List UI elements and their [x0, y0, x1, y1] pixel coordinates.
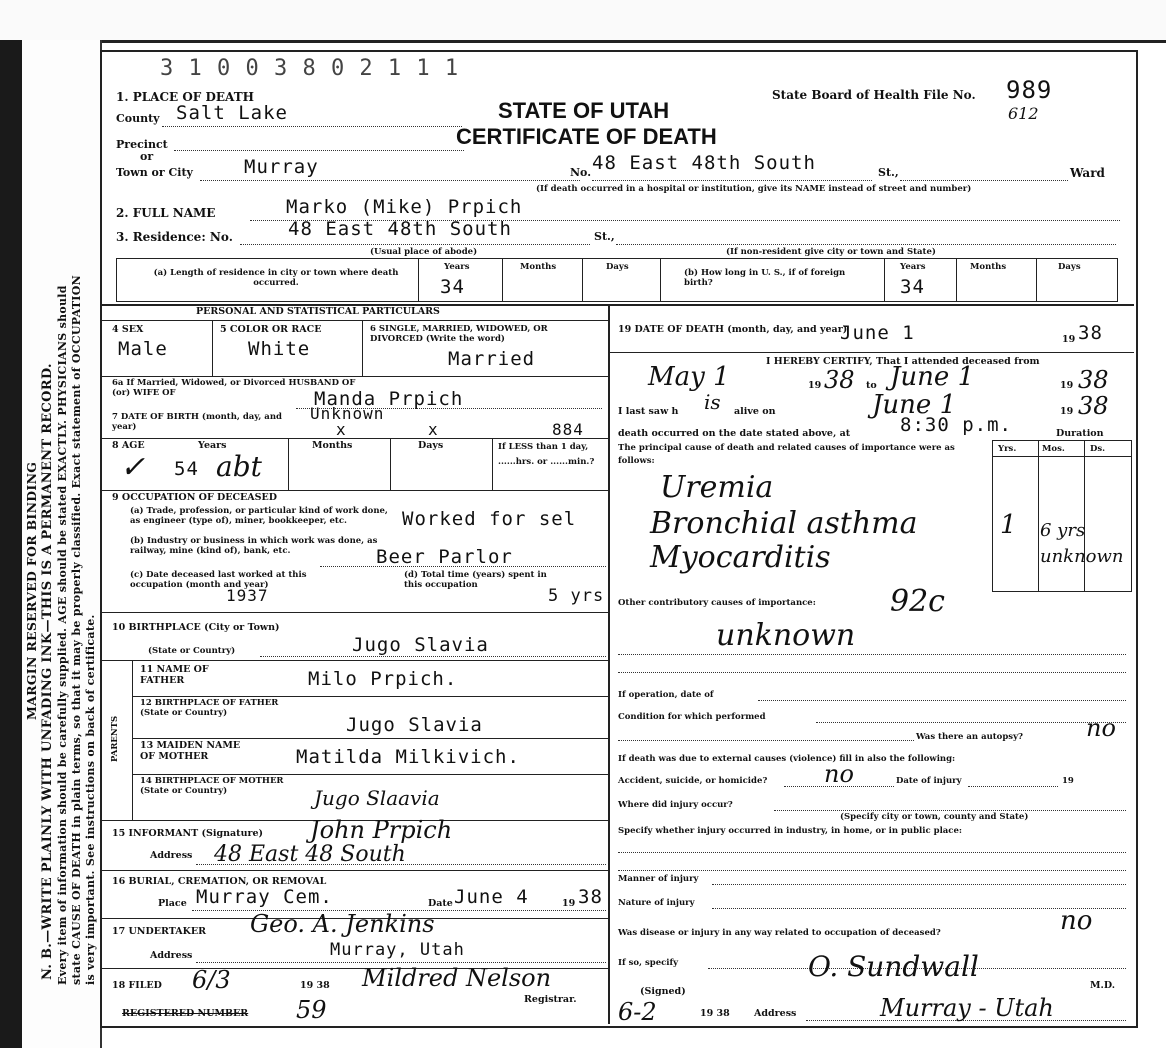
- burial-date-label: Date: [428, 898, 453, 909]
- undertaker-signature: Geo. A. Jenkins: [250, 910, 435, 938]
- duration-1: 1: [1000, 510, 1017, 540]
- county-value: Salt Lake: [176, 102, 288, 124]
- md-label: M.D.: [1090, 980, 1116, 991]
- age-years-head: Years: [198, 440, 227, 451]
- marital-value: Married: [448, 348, 536, 370]
- father-label: 11 NAME OF FATHER: [140, 664, 209, 686]
- occupation-c-value: 1937: [226, 586, 269, 605]
- residence-st-label: St.,: [594, 230, 615, 243]
- full-name-label: 2. FULL NAME: [116, 206, 216, 220]
- occ-related-label: Was disease or injury in any way related to occupation of deceased?: [618, 928, 941, 938]
- nonres-note: (If non-resident give city or town and State): [726, 247, 936, 257]
- county-label: County: [116, 112, 160, 125]
- signed-year: 19 38: [700, 1008, 730, 1019]
- signed-address-label: Address: [754, 1008, 797, 1019]
- burial-label: 16 BURIAL, CREMATION, OR REMOVAL: [112, 876, 327, 887]
- certify-text: I HEREBY CERTIFY, That I attended deceased from: [766, 356, 1040, 367]
- full-name-value: Marko (Mike) Prpich: [286, 196, 523, 218]
- father-bp-value: Jugo Slavia: [346, 714, 483, 736]
- death-year-value: 38: [1078, 322, 1103, 344]
- burial-place-label: Place: [158, 898, 187, 909]
- father-bp-label: 12 BIRTHPLACE OF FATHER (State or Country): [140, 698, 279, 718]
- birthplace-label: 10 BIRTHPLACE (City or Town): [112, 622, 280, 633]
- street-value: 48 East 48th South: [592, 152, 816, 174]
- dob-month: x: [336, 420, 347, 439]
- death-date-label: 19 DATE OF DEATH (month, day, and year): [618, 324, 848, 335]
- hospital-note: (If death occurred in a hospital or institution, give its NAME instead of street and number): [536, 184, 972, 194]
- occupation-b-value: Beer Parlor: [376, 546, 513, 568]
- undertaker-label: 17 UNDERTAKER: [112, 926, 207, 937]
- occupation-c-label: (c) Date deceased last worked at this occupation (month and year): [130, 570, 307, 590]
- age-note: abt: [216, 450, 262, 483]
- attended-to-label: to: [866, 380, 877, 391]
- where-label: Where did injury occur?: [618, 800, 733, 810]
- us-years-value: 34: [900, 276, 925, 298]
- scan-top-edge: [0, 0, 1166, 43]
- dob-label: 7 DATE OF BIRTH (month, day, and year): [112, 412, 282, 432]
- margin-binding-text: MARGIN RESERVED FOR BINDING: [24, 461, 39, 720]
- contrib-value: 92c: [890, 584, 945, 619]
- contrib-label: Other contributory causes of importance:: [618, 598, 816, 608]
- injury-date-label: Date of injury: [896, 776, 962, 786]
- state-title: STATE OF UTAH: [498, 98, 670, 123]
- sex-label: 4 SEX: [112, 324, 144, 335]
- death-certificate: 3 1 0 0 3 8 0 2 1 1 1 STATE OF UTAH CERTIFICATE OF DEATH State Board of Health File No. 989 612 1. PLACE OF DEATH County Salt Lake Precinct or Town or City Murray No. 48 East 48th South St., Ward (If death occurred in a hospital or institution, give its NAME instead of street and number) 2. FULL NAME Marko (Mike) Prpich 3. Residence: No. 48 East 48th South St., (Usual place of abode) (If non-resident give city or town and State) (a) Length of residence in city or town where death occurred. Years Months Days 34 (b) How long in U. S., if of foreign birth? Years Months Days 34 PERSONAL AND STATISTICAL PARTICULARS 4 SEX Male 5 COLOR OR RACE White 6 SINGLE, MARRIED, WIDOWED, OR DIVORCED (Write the word) Married 6a If Married, Widowed, or Divorced HUSBAND OF (or) WIFE OF Manda Prpich 7 DATE OF BIRTH (month, day, and year) Unknown x x 884 8 AGE Years Months Days ✓ 54 abt If LESS than 1 day, ......hrs. or ......min.? 9 OCCUPATION OF DECEASED (a) Trade, profession, or particular kind of work done, as engineer (type of), miner, bookkeeper, etc. Worked for sel (b) Industry or business in which work was done, as railway, mine (kind of), bank, etc. Beer Parlor (c) Date deceased last worked at this occupation (month and year) 1937 (d) Total time (years) spent in this occupation 5 yrs 10 BIRTHPLACE (City or Town) (State or Country) Jugo Slavia PARENTS 11 NAME OF FATHER Milo Prpich. 12 BIRTHPLACE OF FATHER (State or Country) Jugo Slavia 13 MAIDEN NAME OF MOTHER Matilda Milkivich. 14 BIRTHPLACE OF MOTHER (State or Country) Jugo Slaavia 15 INFORMANT (Signature) John Prpich Address 48 East 48 South 16 BURIAL, CREMATION, OR REMOVAL Place Murray Cem. Date June 4 19 38 17 UNDERTAKER Geo. A. Jenkins Address Murray, Utah 18 FILED 6/3 19 38 Mildred Nelson Registrar. REGISTERED NUMBER 59 19 DATE OF DEATH (month, day, and year) June 1 19 38 I HEREBY CERTIFY, That I attended deceased from May 1 19 38 to June 1 19 38 I last saw h is alive on June 1 19 38 death occurred on the date stated above, at 8:30 p.m. Duration The principal cause of death and related causes of importance were as follows: Yrs. Mos. Ds. Uremia Bronchial asthma 1 6 yrs Myocarditis unknown Other contributory causes of importance: 92c unknown If operation, date of Condition for which performed Was there an autopsy? no If death was due to external causes (violence) fill in also the following: Accident, suicide, or homicide? no Date of injury 19 Where did injury occur? (Specify city or town, county and State) Specify whether injury occurred in industry, in home, or in public place: Manner of injury Nature of injury Was disease or injury in any way related to occupation of deceased? no If so, specify O. Sundwall (Signed) M.D. 6-2 19 38 Address Murray - Utah: [100, 50, 1140, 1028]
- age-months-head: Months: [312, 440, 353, 451]
- attended-from: May 1: [648, 362, 730, 392]
- dur-mos-head: Mos.: [1042, 444, 1065, 454]
- registered-number-label: REGISTERED NUMBER: [122, 1008, 249, 1019]
- dob-day: x: [428, 420, 439, 439]
- birthplace-state-label: (State or Country): [148, 646, 236, 656]
- informant-address-label: Address: [150, 850, 193, 861]
- age-days-head: Days: [418, 440, 444, 451]
- signed-date: 6-2: [618, 998, 657, 1026]
- file-number-label: State Board of Health File No.: [772, 88, 976, 102]
- death-year-prefix: 19: [1062, 334, 1076, 345]
- us-years-head: Years: [900, 262, 926, 272]
- us-months-head: Months: [970, 262, 1007, 272]
- death-date-value: June 1: [840, 322, 915, 344]
- burial-year-prefix: 19: [562, 898, 576, 909]
- operation-label: If operation, date of: [618, 690, 714, 700]
- registrar-signature: Mildred Nelson: [362, 964, 552, 992]
- residence-label: 3. Residence: No.: [116, 230, 233, 244]
- father-value: Milo Prpich.: [308, 668, 458, 690]
- personal-heading: PERSONAL AND STATISTICAL PARTICULARS: [196, 306, 440, 317]
- street-st-label: St.,: [878, 166, 899, 179]
- cause-1: Uremia: [660, 470, 774, 505]
- time-value: 8:30 p.m.: [900, 414, 1012, 436]
- signed-label: (Signed): [640, 986, 686, 997]
- or-label: or: [140, 150, 154, 163]
- file-number: 989: [1006, 76, 1053, 104]
- scan-left-edge: [0, 40, 22, 1048]
- contrib-value-2: unknown: [716, 618, 856, 653]
- len-years-head: Years: [444, 262, 470, 272]
- cause-3: Myocarditis: [650, 540, 831, 575]
- duration-3: unknown: [1040, 546, 1124, 567]
- serial-number: 3 1 0 0 3 8 0 2 1 1 1: [160, 56, 460, 81]
- mother-bp-label: 14 BIRTHPLACE OF MOTHER (State or Country): [140, 776, 284, 796]
- margin-line-4: is very important. See instructions on back of certificate.: [84, 614, 97, 985]
- occupation-a-value: Worked for sel: [402, 508, 577, 530]
- mother-bp-value: Jugo Slaavia: [314, 786, 440, 810]
- color-value: White: [248, 338, 311, 360]
- mother-value: Matilda Milkivich.: [296, 746, 520, 768]
- informant-label: 15 INFORMANT (Signature): [112, 828, 264, 839]
- condition-label: Condition for which performed: [618, 712, 766, 722]
- birthplace-value: Jugo Slavia: [352, 634, 489, 656]
- undertaker-address: Murray, Utah: [330, 940, 465, 960]
- signed-address: Murray - Utah: [880, 994, 1054, 1022]
- registrar-label: Registrar.: [524, 994, 577, 1005]
- accident-value: no: [824, 760, 854, 788]
- undertaker-address-label: Address: [150, 950, 193, 961]
- attended-to-year: 38: [1078, 366, 1109, 394]
- attended-to: June 1: [890, 362, 975, 392]
- external-label: If death was due to external causes (violence) fill in also the following:: [618, 754, 956, 764]
- binding-margin: [22, 40, 102, 1048]
- occupation-b-label: (b) Industry or business in which work was done, as railway, mine (kind of), bank, etc.: [130, 536, 378, 556]
- registered-number-value: 59: [296, 996, 327, 1024]
- dur-ds-head: Ds.: [1090, 444, 1106, 454]
- occupation-d-label: (d) Total time (years) spent in this occupation: [404, 570, 547, 590]
- color-label: 5 COLOR OR RACE: [220, 324, 322, 335]
- cause-2: Bronchial asthma: [650, 506, 918, 541]
- town-label: Town or City: [116, 166, 193, 179]
- dob-year: 884: [552, 420, 584, 439]
- autopsy-label: Was there an autopsy?: [916, 732, 1023, 742]
- occupation-d-value: 5 yrs: [548, 586, 605, 606]
- marital-label: 6 SINGLE, MARRIED, WIDOWED, OR DIVORCED (Write the word): [370, 324, 548, 344]
- injury-year: 19: [1062, 776, 1074, 786]
- precinct-label: Precinct: [116, 138, 168, 151]
- age-less-label: If LESS than 1 day, ......hrs. or ......min.?: [498, 442, 595, 467]
- dob-unknown: Unknown: [310, 404, 385, 423]
- length-years-value: 34: [440, 276, 465, 298]
- parents-side-label: PARENTS: [110, 715, 120, 762]
- duration-label: Duration: [1056, 428, 1104, 439]
- age-label: 8 AGE: [112, 440, 145, 451]
- file-number-alt: 612: [1008, 104, 1039, 123]
- margin-line-1: N. B.—WRITE PLAINLY WITH UNFADING INK—THIS IS A PERMANENT RECORD.: [40, 363, 55, 980]
- informant-address: 48 East 48 South: [214, 842, 406, 867]
- burial-year-value: 38: [578, 886, 603, 908]
- age-check-mark: ✓: [120, 450, 146, 485]
- physician-signature: O. Sundwall: [808, 950, 979, 983]
- spouse-label: 6a If Married, Widowed, or Divorced HUSBAND OF (or) WIFE OF: [112, 378, 356, 398]
- occ-related-value: no: [1060, 906, 1093, 936]
- filed-year: 19 38: [300, 980, 330, 991]
- us-days-head: Days: [1058, 262, 1081, 272]
- accident-label: Accident, suicide, or homicide?: [618, 776, 768, 786]
- where-note: (Specify city or town, county and State): [840, 812, 1029, 822]
- informant-signature: John Prpich: [310, 816, 453, 844]
- burial-place-value: Murray Cem.: [196, 886, 333, 908]
- autopsy-value: no: [1086, 714, 1116, 742]
- margin-line-3: state CAUSE OF DEATH in plain terms, so that it may be properly classified. Exact statement of OCCUPATION: [70, 275, 83, 985]
- duration-2: 6 yrs: [1040, 520, 1086, 541]
- ward-label: Ward: [1070, 166, 1105, 180]
- occupation-a-label: (a) Trade, profession, or particular kind of work done, as engineer (type of), miner, bookkeeper, etc.: [130, 506, 388, 526]
- margin-line-2: Every item of information should be carefully supplied. AGE should be stated EXACTLY. PHYSICIANS should: [56, 285, 69, 985]
- street-no-label: No.: [570, 166, 592, 179]
- filed-label: 18 FILED: [112, 980, 162, 991]
- specify-label: Specify whether injury occurred in industry, in home, or in public place:: [618, 826, 963, 836]
- sex-value: Male: [118, 338, 168, 360]
- len-months-head: Months: [520, 262, 557, 272]
- last-saw-mid: alive on: [734, 406, 776, 417]
- abode-note: (Usual place of abode): [370, 247, 478, 257]
- length-residence-label: (a) Length of residence in city or town where death occurred.: [153, 268, 399, 288]
- town-value: Murray: [244, 156, 319, 178]
- attended-from-year: 38: [824, 366, 855, 394]
- manner-label: Manner of injury: [618, 874, 699, 884]
- last-saw-label: I last saw h: [618, 406, 679, 417]
- mother-label: 13 MAIDEN NAME OF MOTHER: [140, 740, 241, 762]
- residence-value: 48 East 48th South: [288, 218, 512, 240]
- occupation-label: 9 OCCUPATION OF DECEASED: [112, 492, 278, 503]
- filed-date: 6/3: [192, 966, 231, 994]
- last-saw-year: 38: [1078, 392, 1109, 420]
- burial-date-value: June 4: [454, 886, 529, 908]
- last-saw-date: June 1: [872, 390, 957, 420]
- dur-yrs-head: Yrs.: [998, 444, 1017, 454]
- place-label: 1. PLACE OF DEATH: [116, 90, 254, 104]
- if-so-label: If so, specify: [618, 958, 679, 968]
- age-value: 54: [174, 458, 199, 480]
- cause-label: The principal cause of death and related causes of importance were as follows:: [618, 443, 955, 466]
- certificate-title: CERTIFICATE OF DEATH: [456, 124, 717, 149]
- nature-label: Nature of injury: [618, 898, 695, 908]
- time-label: death occurred on the date stated above, at: [618, 428, 851, 439]
- spouse-value: Manda Prpich: [314, 388, 464, 410]
- len-days-head: Days: [606, 262, 629, 272]
- us-length-label: (b) How long in U. S., if of foreign birth?: [684, 268, 846, 288]
